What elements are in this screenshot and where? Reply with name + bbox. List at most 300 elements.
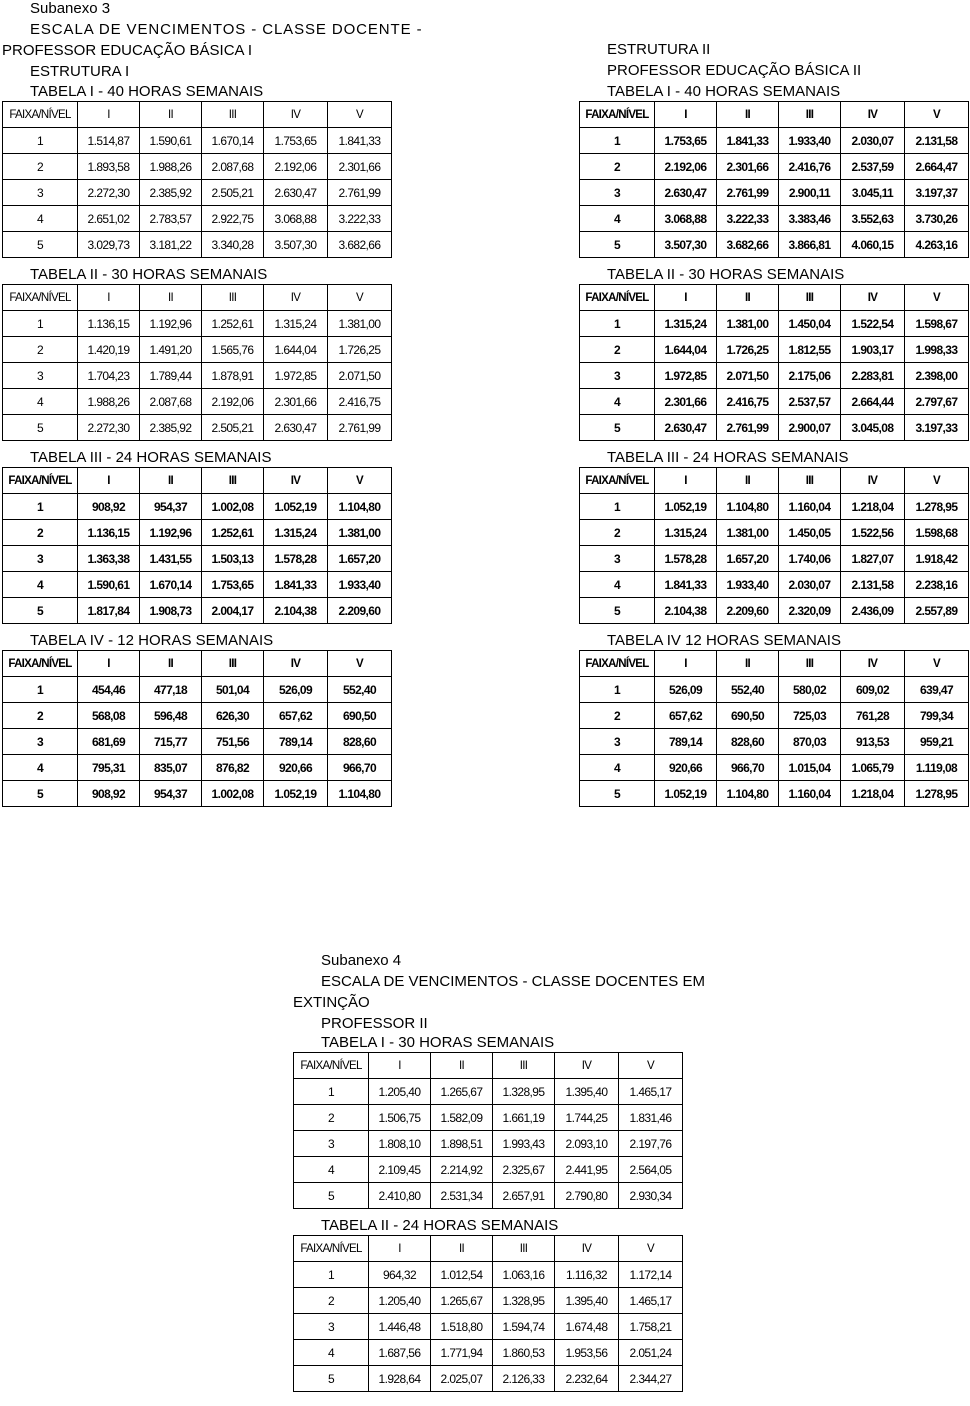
value-cell: 2.410,80 [369, 1183, 431, 1209]
value-cell: 2.214,92 [431, 1157, 493, 1183]
value-cell: 2.197,76 [619, 1131, 683, 1157]
table-row [580, 337, 969, 363]
salary-table [293, 1052, 683, 1209]
value-cell: 690,50 [717, 703, 779, 729]
value-cell: 2.797,67 [905, 389, 969, 415]
value-cell: 913,53 [841, 729, 905, 755]
value-cell: 3.029,73 [78, 232, 140, 258]
faixa-cell: 2 [3, 154, 78, 180]
value-cell: 799,34 [905, 703, 969, 729]
value-cell: 2.657,91 [493, 1183, 555, 1209]
value-cell: 596,48 [140, 703, 202, 729]
faixa-cell: 1 [580, 128, 655, 154]
value-cell: 1.218,04 [841, 781, 905, 807]
faixa-cell: 4 [294, 1340, 369, 1366]
table-header-row [3, 468, 392, 494]
table-row [294, 1079, 683, 1105]
value-cell: 1.315,24 [655, 520, 717, 546]
table-row [294, 1157, 683, 1183]
faixa-cell: 3 [3, 180, 78, 206]
value-cell: 1.119,08 [905, 755, 969, 781]
table-caption: TABELA I - 40 HORAS SEMANAIS [30, 83, 264, 100]
value-cell: 2.192,06 [202, 389, 264, 415]
column-header: I [78, 102, 140, 128]
table-row [3, 494, 392, 520]
value-cell: 3.340,28 [202, 232, 264, 258]
table-caption: TABELA II - 24 HORAS SEMANAIS [321, 1217, 559, 1234]
value-cell: 1.012,54 [431, 1262, 493, 1288]
value-cell: 2.325,67 [493, 1157, 555, 1183]
subanexo3-subtitle: PROFESSOR EDUCAÇÃO BÁSICA I [2, 42, 253, 59]
salary-table [2, 101, 392, 258]
table-row [580, 520, 969, 546]
value-cell: 1.704,23 [78, 363, 140, 389]
value-cell: 725,03 [779, 703, 841, 729]
table-row [580, 206, 969, 232]
column-header: V [619, 1236, 683, 1262]
table-row [3, 729, 392, 755]
faixa-cell: 5 [580, 232, 655, 258]
value-cell: 1.328,95 [493, 1079, 555, 1105]
faixa-cell: 3 [580, 546, 655, 572]
value-cell: 1.395,40 [555, 1079, 619, 1105]
value-cell: 3.222,33 [328, 206, 392, 232]
value-cell: 2.131,58 [905, 128, 969, 154]
value-cell: 1.812,55 [779, 337, 841, 363]
column-header: II [140, 285, 202, 311]
value-cell: 2.783,57 [140, 206, 202, 232]
value-cell: 1.594,74 [493, 1314, 555, 1340]
faixa-cell: 1 [294, 1262, 369, 1288]
value-cell: 2.030,07 [841, 128, 905, 154]
value-cell: 1.740,06 [779, 546, 841, 572]
column-header: I [78, 468, 140, 494]
table-header-row [294, 1236, 683, 1262]
column-header: V [905, 468, 969, 494]
value-cell: 1.753,65 [655, 128, 717, 154]
value-cell: 1.918,42 [905, 546, 969, 572]
value-cell: 2.664,44 [841, 389, 905, 415]
value-cell: 876,82 [202, 755, 264, 781]
value-cell: 1.933,40 [779, 128, 841, 154]
salary-table [2, 284, 392, 441]
column-header: I [78, 651, 140, 677]
value-cell: 1.590,61 [78, 572, 140, 598]
value-cell: 795,31 [78, 755, 140, 781]
value-cell: 1.052,19 [264, 781, 328, 807]
table-row [580, 598, 969, 624]
salary-table [2, 467, 392, 624]
value-cell: 2.272,30 [78, 415, 140, 441]
value-cell: 1.808,10 [369, 1131, 431, 1157]
column-header: II [717, 102, 779, 128]
value-cell: 1.841,33 [264, 572, 328, 598]
column-header: FAIXA/NÍVEL [580, 651, 655, 677]
column-header: FAIXA/NÍVEL [580, 468, 655, 494]
value-cell: 959,21 [905, 729, 969, 755]
value-cell: 568,08 [78, 703, 140, 729]
value-cell: 3.730,26 [905, 206, 969, 232]
column-header: III [493, 1053, 555, 1079]
value-cell: 2.900,11 [779, 180, 841, 206]
value-cell: 1.503,13 [202, 546, 264, 572]
value-cell: 761,28 [841, 703, 905, 729]
column-header: III [779, 285, 841, 311]
column-header: IV [264, 285, 328, 311]
value-cell: 1.465,17 [619, 1079, 683, 1105]
value-cell: 552,40 [328, 677, 392, 703]
faixa-cell: 4 [294, 1157, 369, 1183]
faixa-cell: 2 [294, 1288, 369, 1314]
value-cell: 2.209,60 [717, 598, 779, 624]
faixa-cell: 1 [580, 311, 655, 337]
column-header: FAIXA/NÍVEL [294, 1053, 369, 1079]
table-row [294, 1314, 683, 1340]
salary-table [579, 650, 969, 807]
value-cell: 835,07 [140, 755, 202, 781]
value-cell: 2.557,89 [905, 598, 969, 624]
value-cell: 2.301,66 [655, 389, 717, 415]
table-caption: TABELA II - 30 HORAS SEMANAIS [30, 266, 268, 283]
faixa-cell: 3 [294, 1131, 369, 1157]
value-cell: 1.514,87 [78, 128, 140, 154]
faixa-cell: 3 [580, 729, 655, 755]
value-cell: 454,46 [78, 677, 140, 703]
column-header: FAIXA/NÍVEL [580, 285, 655, 311]
column-header: V [905, 285, 969, 311]
subanexo3-label: Subanexo 3 [30, 0, 111, 17]
faixa-cell: 2 [3, 520, 78, 546]
value-cell: 477,18 [140, 677, 202, 703]
value-cell: 2.272,30 [78, 180, 140, 206]
value-cell: 1.903,17 [841, 337, 905, 363]
value-cell: 1.831,46 [619, 1105, 683, 1131]
value-cell: 1.381,00 [328, 520, 392, 546]
value-cell: 2.093,10 [555, 1131, 619, 1157]
column-header: FAIXA/NÍVEL [3, 651, 78, 677]
value-cell: 1.381,00 [717, 520, 779, 546]
value-cell: 1.315,24 [264, 311, 328, 337]
value-cell: 3.068,88 [264, 206, 328, 232]
faixa-cell: 5 [3, 781, 78, 807]
value-cell: 1.192,96 [140, 311, 202, 337]
value-cell: 1.205,40 [369, 1079, 431, 1105]
faixa-cell: 4 [3, 206, 78, 232]
table-header-row [3, 102, 392, 128]
table-caption: TABELA II - 30 HORAS SEMANAIS [607, 266, 845, 283]
table-row [580, 546, 969, 572]
value-cell: 657,62 [655, 703, 717, 729]
value-cell: 526,09 [264, 677, 328, 703]
table-row [294, 1105, 683, 1131]
value-cell: 1.192,96 [140, 520, 202, 546]
column-header: IV [264, 651, 328, 677]
estrutura2-tables [579, 82, 968, 807]
value-cell: 690,50 [328, 703, 392, 729]
faixa-cell: 2 [580, 337, 655, 363]
value-cell: 2.630,47 [655, 180, 717, 206]
value-cell: 1.522,56 [841, 520, 905, 546]
value-cell: 626,30 [202, 703, 264, 729]
table-row [3, 128, 392, 154]
faixa-cell: 1 [3, 311, 78, 337]
value-cell: 2.790,80 [555, 1183, 619, 1209]
value-cell: 2.301,66 [328, 154, 392, 180]
value-cell: 789,14 [655, 729, 717, 755]
value-cell: 828,60 [328, 729, 392, 755]
table-row [580, 232, 969, 258]
table-row [3, 781, 392, 807]
table-row [294, 1340, 683, 1366]
table-row [3, 180, 392, 206]
column-header: V [905, 651, 969, 677]
value-cell: 1.491,20 [140, 337, 202, 363]
value-cell: 1.972,85 [655, 363, 717, 389]
value-cell: 2.192,06 [264, 154, 328, 180]
value-cell: 2.922,75 [202, 206, 264, 232]
column-header: I [369, 1236, 431, 1262]
value-cell: 1.758,21 [619, 1314, 683, 1340]
value-cell: 1.172,14 [619, 1262, 683, 1288]
value-cell: 1.590,61 [140, 128, 202, 154]
faixa-cell: 4 [580, 755, 655, 781]
faixa-cell: 5 [3, 415, 78, 441]
column-header: III [779, 651, 841, 677]
column-header: III [202, 102, 264, 128]
faixa-cell: 2 [294, 1105, 369, 1131]
value-cell: 1.928,64 [369, 1366, 431, 1392]
table-row [580, 180, 969, 206]
table-header-row [294, 1053, 683, 1079]
value-cell: 1.687,56 [369, 1340, 431, 1366]
value-cell: 2.209,60 [328, 598, 392, 624]
table-row [3, 154, 392, 180]
value-cell: 1.578,28 [655, 546, 717, 572]
column-header: FAIXA/NÍVEL [3, 285, 78, 311]
table-row [3, 755, 392, 781]
value-cell: 2.051,24 [619, 1340, 683, 1366]
value-cell: 526,09 [655, 677, 717, 703]
value-cell: 1.136,15 [78, 520, 140, 546]
column-header: I [369, 1053, 431, 1079]
value-cell: 789,14 [264, 729, 328, 755]
table-caption: TABELA III - 24 HORAS SEMANAIS [607, 449, 849, 466]
value-cell: 1.841,33 [655, 572, 717, 598]
value-cell: 1.328,95 [493, 1288, 555, 1314]
value-cell: 1.657,20 [328, 546, 392, 572]
value-cell: 2.630,47 [264, 415, 328, 441]
salary-table [579, 101, 969, 258]
value-cell: 2.126,33 [493, 1366, 555, 1392]
value-cell: 1.278,95 [905, 494, 969, 520]
value-cell: 920,66 [655, 755, 717, 781]
value-cell: 870,03 [779, 729, 841, 755]
value-cell: 580,02 [779, 677, 841, 703]
table-row [3, 677, 392, 703]
value-cell: 2.900,07 [779, 415, 841, 441]
value-cell: 2.441,95 [555, 1157, 619, 1183]
value-cell: 2.283,81 [841, 363, 905, 389]
value-cell: 1.998,33 [905, 337, 969, 363]
value-cell: 2.537,57 [779, 389, 841, 415]
value-cell: 1.104,80 [717, 781, 779, 807]
table-row [3, 389, 392, 415]
professor2-label: PROFESSOR II [321, 1015, 428, 1032]
value-cell: 1.753,65 [264, 128, 328, 154]
value-cell: 2.416,76 [779, 154, 841, 180]
value-cell: 2.398,00 [905, 363, 969, 389]
value-cell: 2.630,47 [264, 180, 328, 206]
value-cell: 1.878,91 [202, 363, 264, 389]
value-cell: 2.436,09 [841, 598, 905, 624]
value-cell: 4.263,16 [905, 232, 969, 258]
faixa-cell: 3 [3, 363, 78, 389]
value-cell: 681,69 [78, 729, 140, 755]
table-row [580, 703, 969, 729]
value-cell: 908,92 [78, 781, 140, 807]
column-header: FAIXA/NÍVEL [580, 102, 655, 128]
column-header: V [328, 285, 392, 311]
value-cell: 1.116,32 [555, 1262, 619, 1288]
faixa-cell: 3 [3, 729, 78, 755]
salary-table [293, 1235, 683, 1392]
table-row [3, 415, 392, 441]
value-cell: 1.315,24 [655, 311, 717, 337]
faixa-cell: 4 [3, 755, 78, 781]
value-cell: 1.726,25 [717, 337, 779, 363]
column-header: V [328, 651, 392, 677]
value-cell: 501,04 [202, 677, 264, 703]
value-cell: 1.265,67 [431, 1288, 493, 1314]
value-cell: 1.431,55 [140, 546, 202, 572]
value-cell: 1.933,40 [717, 572, 779, 598]
table-caption: TABELA IV - 12 HORAS SEMANAIS [30, 632, 274, 649]
value-cell: 1.860,53 [493, 1340, 555, 1366]
value-cell: 2.505,21 [202, 180, 264, 206]
table-row [3, 232, 392, 258]
table-header-row [580, 102, 969, 128]
value-cell: 1.817,84 [78, 598, 140, 624]
column-header: IV [264, 102, 328, 128]
table-row [294, 1288, 683, 1314]
value-cell: 1.674,48 [555, 1314, 619, 1340]
value-cell: 1.218,04 [841, 494, 905, 520]
value-cell: 1.205,40 [369, 1288, 431, 1314]
column-header: IV [555, 1053, 619, 1079]
column-header: V [328, 468, 392, 494]
value-cell: 1.657,20 [717, 546, 779, 572]
table-row [294, 1131, 683, 1157]
faixa-cell: 5 [580, 415, 655, 441]
value-cell: 1.771,94 [431, 1340, 493, 1366]
column-header: V [619, 1053, 683, 1079]
faixa-cell: 2 [3, 337, 78, 363]
value-cell: 1.898,51 [431, 1131, 493, 1157]
table-row [580, 311, 969, 337]
value-cell: 2.664,47 [905, 154, 969, 180]
value-cell: 2.104,38 [264, 598, 328, 624]
subanexo4-label: Subanexo 4 [321, 952, 402, 969]
value-cell: 2.531,34 [431, 1183, 493, 1209]
value-cell: 2.301,66 [264, 389, 328, 415]
value-cell: 1.446,48 [369, 1314, 431, 1340]
value-cell: 4.060,15 [841, 232, 905, 258]
faixa-cell: 3 [294, 1314, 369, 1340]
table-row [3, 546, 392, 572]
value-cell: 2.564,05 [619, 1157, 683, 1183]
value-cell: 2.071,50 [328, 363, 392, 389]
faixa-cell: 4 [580, 572, 655, 598]
value-cell: 1.908,73 [140, 598, 202, 624]
table-row [580, 677, 969, 703]
table-header-row [3, 285, 392, 311]
faixa-cell: 2 [3, 703, 78, 729]
column-header: IV [264, 468, 328, 494]
value-cell: 1.450,05 [779, 520, 841, 546]
value-cell: 1.972,85 [264, 363, 328, 389]
table-caption: TABELA I - 40 HORAS SEMANAIS [607, 83, 841, 100]
value-cell: 1.420,19 [78, 337, 140, 363]
value-cell: 964,32 [369, 1262, 431, 1288]
column-header: III [493, 1236, 555, 1262]
value-cell: 828,60 [717, 729, 779, 755]
column-header: II [717, 651, 779, 677]
value-cell: 1.063,16 [493, 1262, 555, 1288]
value-cell: 2.930,34 [619, 1183, 683, 1209]
table-row [3, 520, 392, 546]
value-cell: 552,40 [717, 677, 779, 703]
value-cell: 2.320,09 [779, 598, 841, 624]
value-cell: 1.015,04 [779, 755, 841, 781]
value-cell: 2.651,02 [78, 206, 140, 232]
value-cell: 1.841,33 [717, 128, 779, 154]
column-header: IV [841, 285, 905, 311]
value-cell: 2.630,47 [655, 415, 717, 441]
value-cell: 2.104,38 [655, 598, 717, 624]
column-header: III [202, 651, 264, 677]
table-row [3, 337, 392, 363]
estrutura2-subtitle: PROFESSOR EDUCAÇÃO BÁSICA II [607, 62, 862, 79]
column-header: III [202, 468, 264, 494]
value-cell: 1.582,09 [431, 1105, 493, 1131]
value-cell: 2.761,99 [328, 415, 392, 441]
estrutura1-label: ESTRUTURA I [30, 63, 130, 80]
value-cell: 1.395,40 [555, 1288, 619, 1314]
value-cell: 1.278,95 [905, 781, 969, 807]
value-cell: 2.385,92 [140, 415, 202, 441]
value-cell: 920,66 [264, 755, 328, 781]
value-cell: 2.030,07 [779, 572, 841, 598]
value-cell: 639,47 [905, 677, 969, 703]
value-cell: 1.252,61 [202, 520, 264, 546]
salary-table [2, 650, 392, 807]
value-cell: 2.416,75 [328, 389, 392, 415]
estrutura1-tables [2, 82, 391, 807]
value-cell: 2.109,45 [369, 1157, 431, 1183]
value-cell: 2.537,59 [841, 154, 905, 180]
subanexo3-heading [2, 0, 422, 82]
faixa-cell: 4 [3, 389, 78, 415]
column-header: IV [841, 102, 905, 128]
table-row [3, 598, 392, 624]
value-cell: 1.565,76 [202, 337, 264, 363]
column-header: I [78, 285, 140, 311]
value-cell: 657,62 [264, 703, 328, 729]
column-header: II [140, 651, 202, 677]
column-header: II [717, 285, 779, 311]
value-cell: 2.761,99 [717, 180, 779, 206]
value-cell: 2.505,21 [202, 415, 264, 441]
